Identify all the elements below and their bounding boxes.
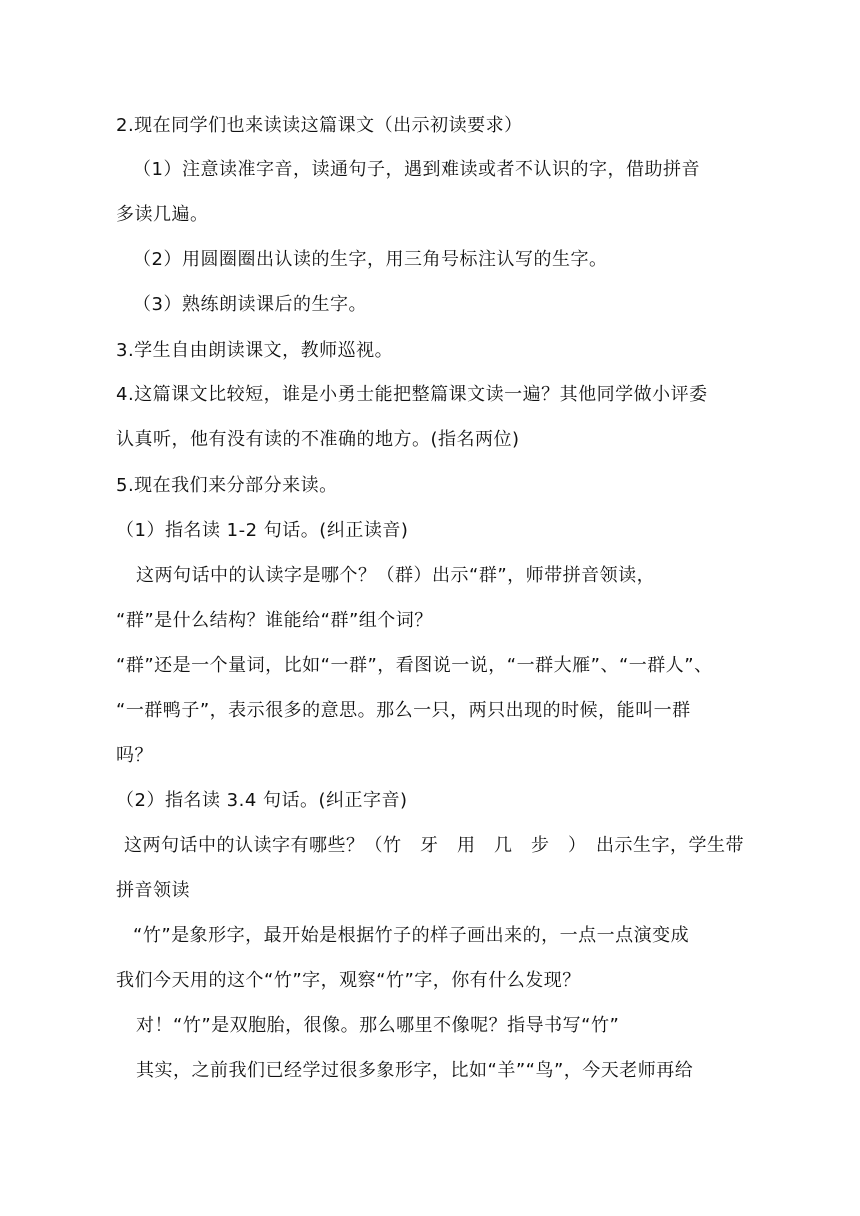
- text-line: 其实，之前我们已经学过很多象形字，比如“羊”“鸟”，今天老师再给: [136, 1060, 694, 1081]
- text-line: （1）注意读准字音，读通句子，遇到难读或者不认识的字，借助拼音: [133, 159, 700, 180]
- text-line: 我们今天用的这个“竹”字，观察“竹”字，你有什么发现？: [116, 970, 581, 991]
- text-line: 对！“竹”是双胞胎，很像。那么哪里不像呢？指导书写“竹”: [136, 1015, 620, 1036]
- text-line: 这两句话中的认读字有哪些？（竹 牙 用 几 步 ） 出示生字，学生带: [124, 835, 744, 856]
- text-line: 认真听，他有没有读的不准确的地方。(指名两位): [116, 429, 520, 450]
- text-line: 拼音领读: [116, 880, 190, 901]
- text-line: 3.学生自由朗读课文，教师巡视。: [116, 340, 394, 361]
- text-line: 多读几遍。: [116, 204, 209, 225]
- text-line: （3）熟练朗读课后的生字。: [133, 294, 367, 315]
- text-line: 5.现在我们来分部分来读。: [116, 475, 338, 496]
- text-line: 这两句话中的认读字是哪个？（群）出示“群”，师带拼音领读，: [136, 565, 656, 586]
- text-line: “群”还是一个量词，比如“一群”，看图说一说，“一群大雁”、“一群人”、: [116, 655, 713, 676]
- text-line: （1）指名读 1-2 句话。(纠正读音): [116, 520, 409, 541]
- text-line: （2）指名读 3.4 句话。(纠正字音): [116, 790, 408, 811]
- text-line: 吗？: [116, 745, 153, 766]
- text-line: 4.这篇课文比较短，谁是小勇士能把整篇课文读一遍？其他同学做小评委: [116, 384, 708, 405]
- text-line: 2.现在同学们也来读读这篇课文（出示初读要求）: [116, 115, 523, 136]
- text-line: “竹”是象形字，最开始是根据竹子的样子画出来的，一点一点演变成: [133, 925, 690, 946]
- text-line: “一群鸭子”，表示很多的意思。那么一只，两只出现的时候，能叫一群: [116, 700, 691, 721]
- text-line: “群”是什么结构？谁能给“群”组个词？: [116, 610, 433, 631]
- text-line: （2）用圆圈圈出认读的生字，用三角号标注认写的生字。: [133, 249, 608, 270]
